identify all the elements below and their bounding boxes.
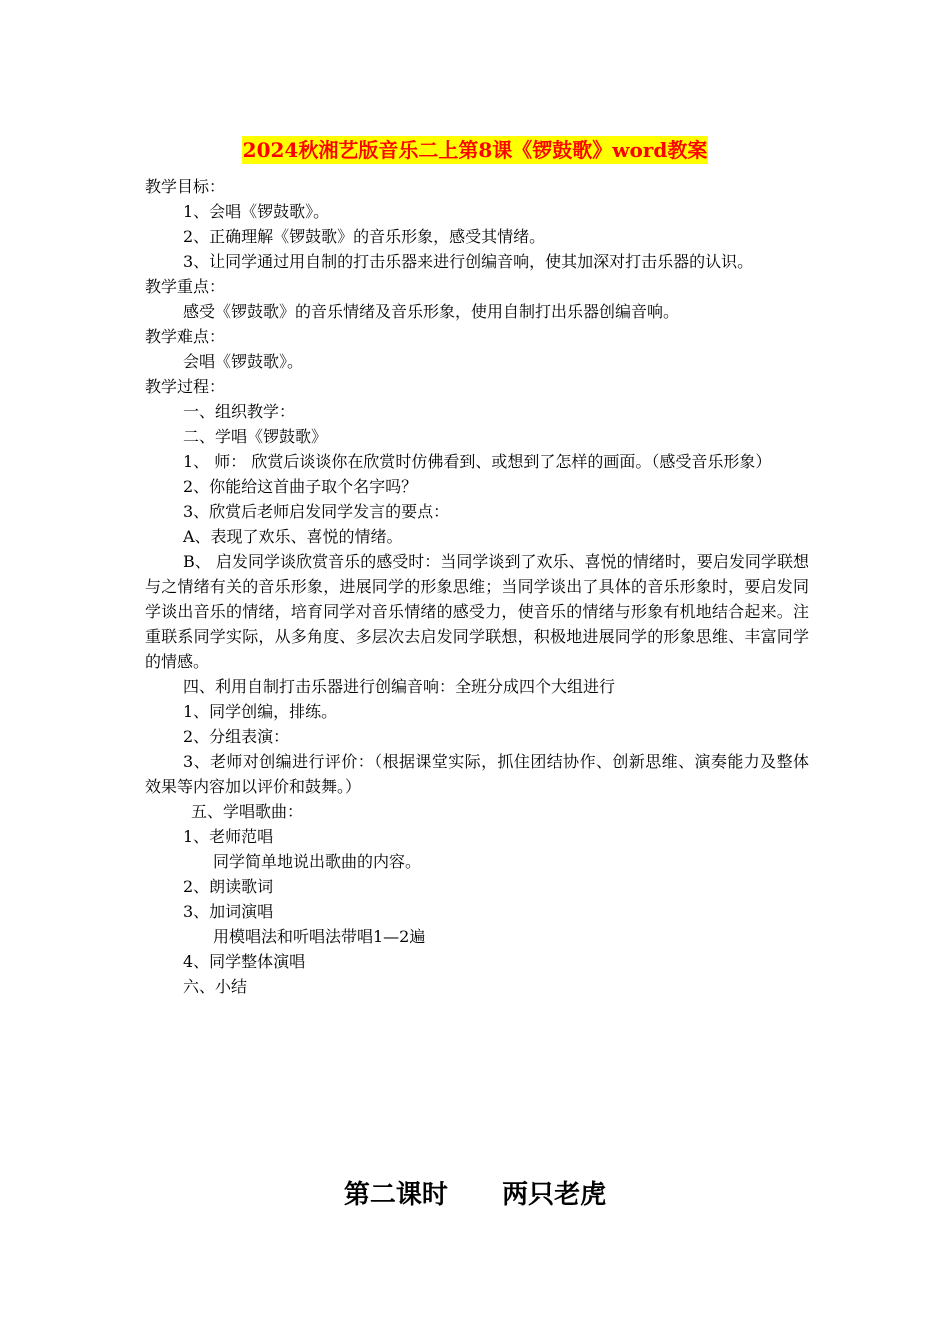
difficult-points-heading: 教学难点： (145, 327, 226, 346)
goal-item-3: 3、让同学通过用自制的打击乐器来进行创编音响，使其加深对打击乐器的认识。 (183, 252, 754, 271)
step4-item-2: 2、分组表演： (183, 727, 290, 746)
process-step-4: 四、利用自制打击乐器进行创编音响：全班分成四个大组进行 (183, 677, 616, 696)
step4-item-3: 3、老师对创编进行评价：（根据课堂实际，抓住团结协作、创新思维、演奏能力及整体效果等内容加以评价和鼓舞。） (145, 752, 809, 796)
goal-item-2: 2、正确理解《锣鼓歌》的音乐形象，感受其情绪。 (183, 227, 546, 246)
step2-item-2: 2、你能给这首曲子取个名字吗？ (183, 477, 418, 496)
teaching-process-heading: 教学过程： (145, 377, 226, 396)
step5-item-2: 2、朗读歌词 (183, 877, 274, 896)
process-step-2: 二、学唱《锣鼓歌》 (183, 427, 328, 446)
step2-item-3: 3、欣赏后老师启发同学发言的要点： (183, 502, 450, 521)
process-step-5: 五、学唱歌曲： (191, 802, 304, 821)
step5-item-3-detail: 用模唱法和听唱法带唱1—2遍 (213, 927, 426, 946)
step5-item-4: 4、同学整体演唱 (183, 952, 306, 971)
teaching-goals-heading: 教学目标： (145, 177, 226, 196)
goal-item-1: 1、会唱《锣鼓歌》。 (183, 202, 330, 221)
step2-item-1: 1、 师： 欣赏后谈谈你在欣赏时仿佛看到、或想到了怎样的画面。（感受音乐形象） (183, 452, 772, 471)
step2-item-a: A、表现了欢乐、喜悦的情绪。 (183, 527, 403, 546)
step2-item-b: B、 启发同学谈欣赏音乐的感受时：当同学谈到了欢乐、喜悦的情绪时，要启发同学联想与之情绪有关的音乐形象，进展同学的形象思维；当同学谈出了具体的音乐形象时，要启发同学谈出音乐的情绪，培育同学对音乐情绪的感受力，使音乐的情绪与形象有机地结合起来。注重联系同学实际，从多角度、多层次去启发同学联想，积极地进展同学的形象思维、丰富同学的情感。 (145, 552, 809, 671)
step5-item-1: 1、老师范唱 (183, 827, 274, 846)
document-body (145, 174, 809, 999)
step5-item-1-detail: 同学简单地说出歌曲的内容。 (213, 852, 422, 871)
process-step-6: 六、小结 (183, 977, 248, 996)
second-lesson-title: 第二课时 两只老虎 (343, 1180, 607, 1210)
process-step-1: 一、组织教学： (183, 402, 296, 421)
difficult-points-text: 会唱《锣鼓歌》。 (183, 352, 304, 371)
title-row (0, 136, 950, 164)
key-points-heading: 教学重点： (145, 277, 226, 296)
step4-item-1: 1、同学创编，排练。 (183, 702, 338, 721)
document-title: 2024秋湘艺版音乐二上第8课《锣鼓歌》word教案 (242, 138, 708, 162)
step5-item-3: 3、加词演唱 (183, 902, 274, 921)
key-points-text: 感受《锣鼓歌》的音乐情绪及音乐形象，使用自制打出乐器创编音响。 (183, 302, 680, 321)
